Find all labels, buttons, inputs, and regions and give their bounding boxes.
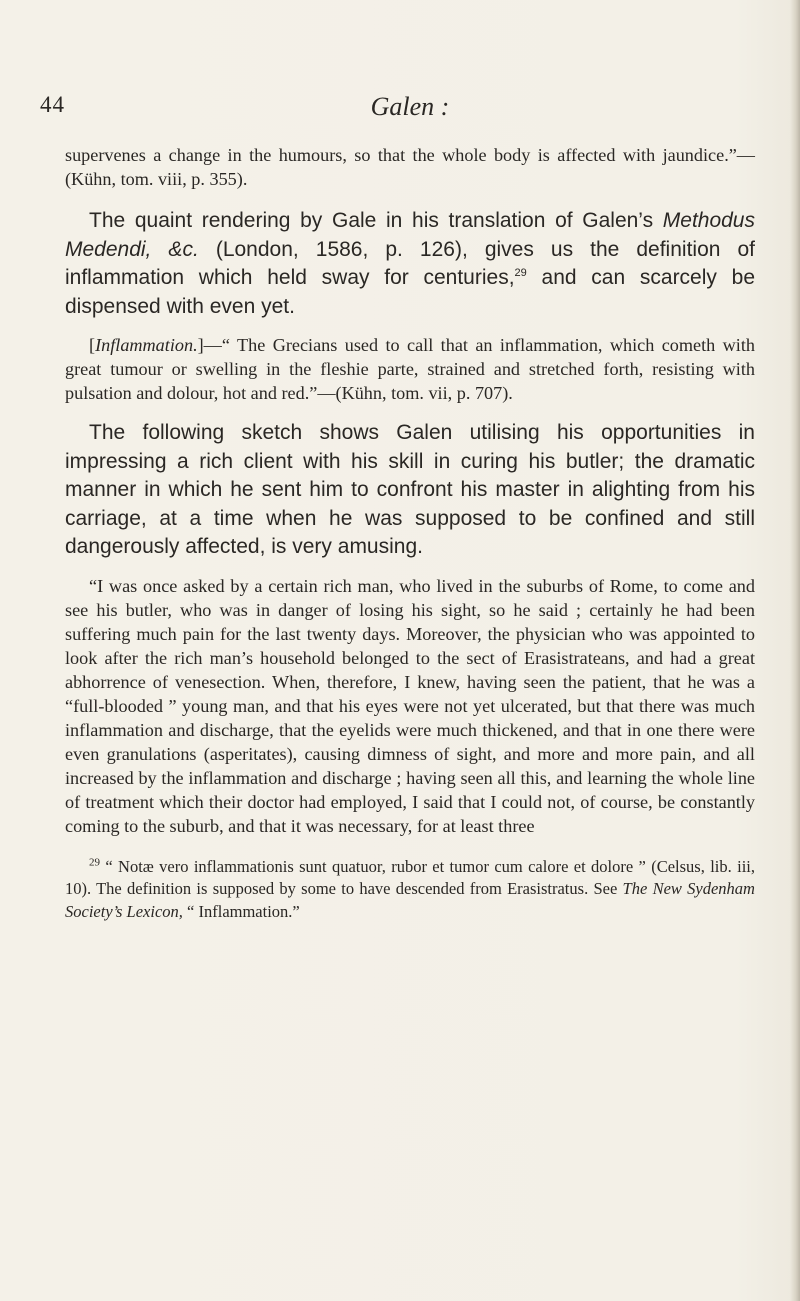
footnote-number: 29	[89, 856, 100, 868]
book-title-methodus: Methodus Medendi, &c.	[65, 209, 755, 261]
footnote-lexicon-title: The New Sydenham Society’s Lexicon,	[65, 879, 755, 921]
inflammation-heading: Inflammation.	[95, 335, 198, 355]
footnote-29	[65, 856, 755, 924]
text-segment: and can scarcely be dispensed with even yet.	[65, 266, 756, 318]
page-body	[65, 143, 755, 923]
text-segment: ]—“ The Grecians used to call that an inflammation, which cometh with great tumour or swelling in the fleshie parte, strained and stretched forth, resisting with pulsation and dolour, hot and red.”—(Kühn, tom. vii, p. 707).	[65, 335, 755, 403]
page-number: 44	[40, 92, 65, 117]
page-header	[40, 92, 760, 122]
text-segment: The quaint rendering by Gale in his translation of Galen’s	[89, 209, 663, 232]
running-title: Galen :	[370, 92, 450, 121]
paragraph-jaundice-quote: supervenes a change in the humours, so that the whole body is affected with jaundice.”—(Kühn, tom. viii, p. 355).	[65, 145, 755, 189]
text-segment: (London, 1586, p. 126), gives us the definition of inflammation which held sway for centuries,	[65, 237, 755, 289]
footnote-text: “ Inflammation.”	[182, 901, 300, 921]
footnote-reference[interactable]: 29	[514, 267, 527, 279]
paragraph-galen-sketch: The following sketch shows Galen utilising his opportunities in impressing a rich client with his skill in curing his butler; the dramatic manner in which he sent him to confront his master in alighting from his carriage, at a time when he was supposed to be confined and still dangerously affected, is very amusing.	[65, 421, 755, 558]
paragraph-gale-translation	[65, 207, 755, 321]
text-segment: [	[89, 335, 96, 355]
paragraph-inflammation-definition	[65, 333, 755, 405]
paragraph-butler-story: “I was once asked by a certain rich man, who lived in the suburbs of Rome, to come and see his butler, who was in danger of losing his sight, so he said ; certainly he had been suffering much pain for the last twenty days. Moreover, the physician who was appointed to look after the rich man’s household belonged to the sect of Erasistrateans, and had a great abhorrence of venesection. When, therefore, I knew, having seen the patient, that he was a “full-blooded ” young man, and that his eyes were not yet ulcerated, but that there was much inflammation and discharge, that the eyelids were much thickened, and that in one there were even granulations (asperitates), causing dimness of sight, and more and more pain, and all increased by the inflammation and discharge ; having seen all this, and learning the whole line of treatment which their doctor had employed, I said that I could not, of course, be constantly coming to the suburb, and that it was necessary, for at least three	[65, 575, 755, 836]
page-edge-shadow	[790, 0, 800, 1301]
footnote-text: “ Notæ vero inflammationis sunt quatuor, rubor et tumor cum calore et dolore ” (Celsus, lib. iii, 10). The definition is supposed by some to have descended from Erasistratus. See	[65, 856, 755, 898]
